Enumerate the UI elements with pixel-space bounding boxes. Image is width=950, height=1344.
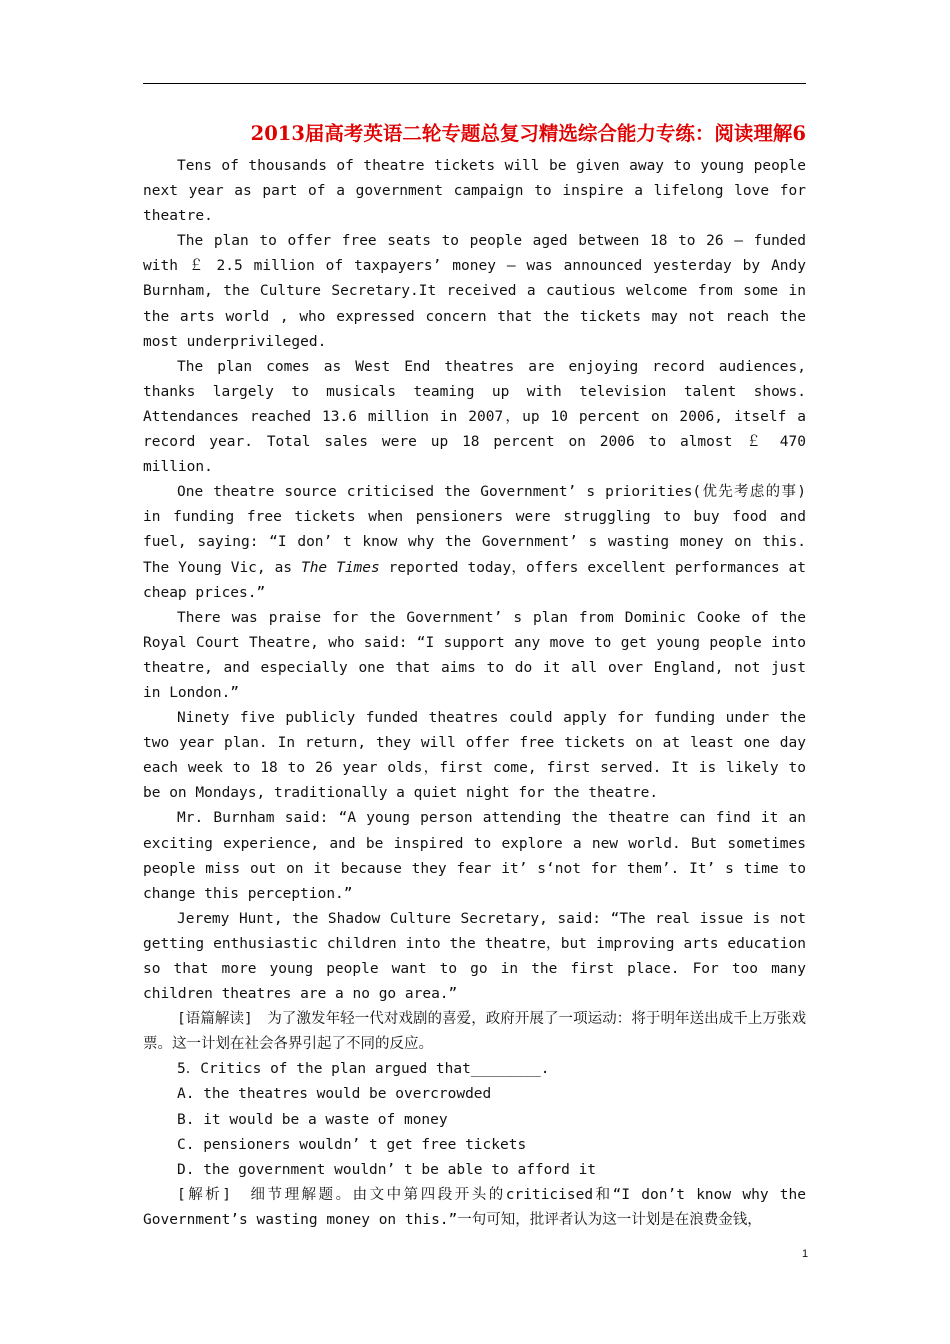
paragraph-2: The plan to offer free seats to people aged between 18 to 26 — funded with ￡ 2.5 million of taxpayers’ money — was announced yesterday by Andy Burnham, the Culture Secretary.It received a cautious welcome from some in the arts world , who expressed concern that the tickets may not reach the most underprivileged. [143, 233, 806, 350]
paragraph-6: Ninety five publicly funded theatres could apply for funding under the two year plan. In return, they will offer free tickets on at least one day each week to 18 to 26 year olds，first come, first served. It is likely to be on Mondays, traditionally a quiet night for the theatre. [143, 710, 806, 802]
document-title: 2013届高考英语二轮专题总复习精选综合能力专练：阅读理解6 [250, 122, 806, 145]
option-a: A. the theatres would be overcrowded [177, 1086, 492, 1103]
option-d: D. the government wouldn’ t be able to afford it [177, 1161, 597, 1178]
question-stem: 5．Critics of the plan argued that________. [177, 1061, 550, 1078]
paragraph-4-before: One theatre source criticised the Government’ s priorities(优先考虑的事) in funding free tickets when pensioners were struggling to buy food and fuel, saying: “I don’ t know why the Government’ s wasting money on this. The Young Vic, as [143, 484, 806, 576]
page-number: 1 [801, 1248, 809, 1260]
newspaper-name: The Times [300, 559, 380, 576]
paragraph-3: The plan comes as West End theatres are enjoying record audiences, thanks largely to musicals teaming up with television talent shows. Attendances reached 13.6 million in 2007，up 10 percent on 2006, itself a record year. Total sales were up 18 percent on 2006 to almost ￡ 470 million. [143, 358, 806, 476]
paragraph-1: Tens of thousands of theatre tickets will be given away to young people next year as part of a government campaign to inspire a lifelong love for theatre. [143, 158, 806, 225]
header-rule [143, 83, 806, 84]
document-body [143, 154, 806, 1233]
paragraph-4-after: reported today，offers excellent performances at cheap prices.” [143, 559, 806, 601]
paragraph-5: There was praise for the Government’ s plan from Dominic Cooke of the Royal Court Theatre, who said: “I support any move to get young people into theatre, and especially one that aims to do it all over England, not just in London.” [143, 609, 806, 701]
answer-analysis: [解析] 细节理解题。由文中第四段开头的criticised和“I don’t know why the Government’s wasting money on this.”一句可知，批评者认为这一计划是在浪费金钱， [143, 1186, 806, 1228]
option-c: C. pensioners wouldn’ t get free tickets [177, 1136, 527, 1153]
option-b: B. it would be a waste of money [177, 1111, 448, 1128]
passage-analysis: [语篇解读] 为了激发年轻一代对戏剧的喜爱，政府开展了一项运动：将于明年送出成千上万张戏票。这一计划在社会各界引起了不同的反应。 [143, 1011, 806, 1053]
paragraph-8: Jeremy Hunt, the Shadow Culture Secretary, said: “The real issue is not getting enthusiastic children into the theatre，but improving arts education so that more young people want to go in the first place. For too many children theatres are a no go area.” [143, 910, 806, 1003]
paragraph-4 [143, 480, 806, 605]
paragraph-7: Mr. Burnham said: “A young person attending the theatre can find it an exciting experience, and be inspired to explore a new world. But sometimes people miss out on it because they fear it’ s‘not for them’. It’ s time to change this perception.” [143, 810, 806, 902]
